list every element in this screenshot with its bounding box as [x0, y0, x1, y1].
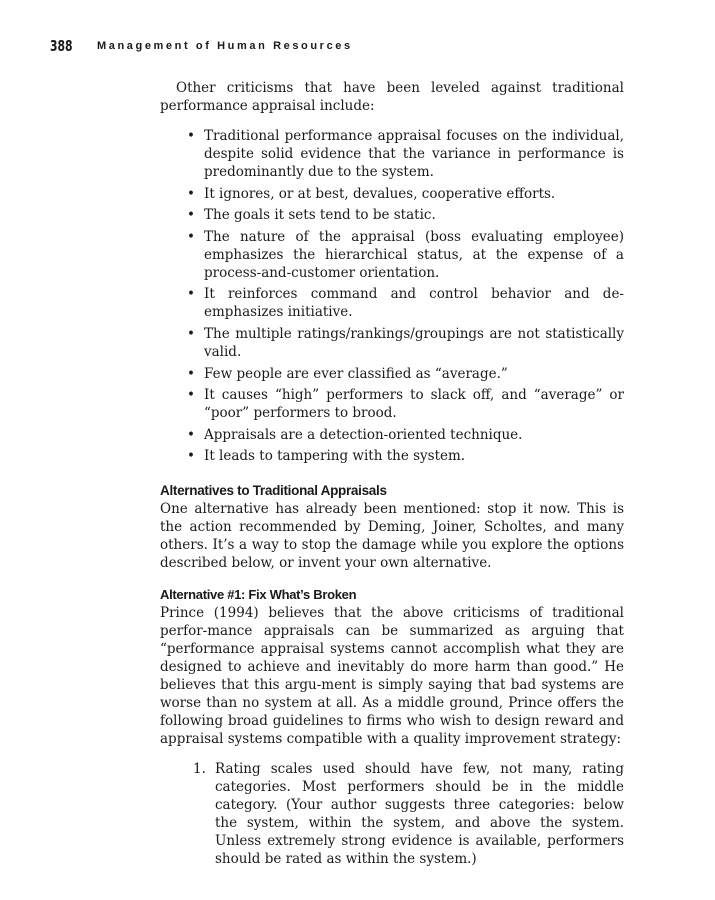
list-item	[187, 325, 624, 361]
list-item-number: 1.	[193, 761, 206, 778]
list-item-text: Appraisals are a detection-oriented technique.	[204, 426, 523, 443]
list-item-text: The goals it sets tend to be static.	[204, 207, 436, 224]
section-paragraph: One alternative has already been mentioned: stop it now. This is the action recommended by Deming, Joiner, Scholtes, and many others. It’s a way to stop the damage while you explore the options described below, or invent your own alternative.	[160, 501, 624, 572]
bullet-icon: •	[187, 365, 195, 382]
bullet-icon: •	[187, 448, 195, 465]
section-heading: Alternatives to Traditional Appraisals	[160, 483, 387, 499]
bullet-icon: •	[187, 128, 195, 144]
intro-paragraph: Other criticisms that have been leveled against traditional performance appraisal include:	[160, 80, 624, 114]
list-item-text: Few people are ever classified as “average.”	[204, 365, 508, 382]
list-item-text: The nature of the appraisal (boss evaluating employee) emphasizes the hierarchical status, at the expense of a process-and-customer orientation.	[204, 228, 624, 281]
page-number: 388	[50, 37, 73, 55]
list-item	[187, 285, 624, 321]
list-item	[187, 386, 624, 422]
list-item-text: The multiple ratings/rankings/groupings are not statistically valid.	[204, 325, 624, 360]
list-item	[187, 127, 624, 181]
list-item-text: It ignores, or at best, devalues, cooperative efforts.	[204, 185, 556, 202]
bullet-icon: •	[187, 207, 195, 224]
list-item-text: Traditional performance appraisal focuses on the individual, despite solid evidence that the variance in performance is predominantly due to the system.	[204, 128, 624, 180]
list-item	[187, 185, 624, 203]
list-item	[187, 426, 624, 444]
subsection-heading: Alternative #1: Fix What’s Broken	[160, 587, 357, 603]
list-item	[187, 447, 624, 465]
body-text	[160, 79, 624, 868]
bullet-icon: •	[187, 185, 195, 202]
list-item	[187, 365, 624, 383]
list-item	[193, 760, 624, 868]
list-item-text: It leads to tampering with the system.	[204, 448, 466, 465]
list-item	[187, 228, 624, 282]
subsection-paragraph: Prince (1994) believes that the above criticisms of traditional perfor-mance appraisals can be summarized as arguing that “performance appraisal systems cannot accomplish what they are designed to achieve and inevitably do more harm than good.” He believes that this argu-ment is simply saying that bad systems are worse than no system at all. As a middle ground, Prince offers the following broad guidelines to firms who wish to design reward and appraisal systems compatible with a quality improvement strategy:	[160, 605, 624, 748]
list-item-text: It causes “high” performers to slack off, and “average” or “poor” performers to brood.	[204, 387, 624, 422]
bullet-icon: •	[187, 426, 195, 443]
bullet-icon: •	[187, 325, 195, 342]
criticisms-list	[160, 127, 624, 465]
list-item-text: Rating scales used should have few, not many, rating categories. Most performers should be in the middle category. (Your author suggests three categories: below the system, within the system, and above the system. Unless extremely strong evidence is available, performers should be rated as within the system.)	[215, 761, 624, 868]
book-title: Management of Human Resources	[97, 40, 353, 52]
list-item	[187, 206, 624, 224]
bullet-icon: •	[187, 387, 195, 404]
guidelines-list	[160, 760, 624, 868]
list-item-text: It reinforces command and control behavior and de-emphasizes initiative.	[204, 286, 624, 321]
bullet-icon: •	[187, 286, 195, 303]
bullet-icon: •	[187, 228, 195, 245]
